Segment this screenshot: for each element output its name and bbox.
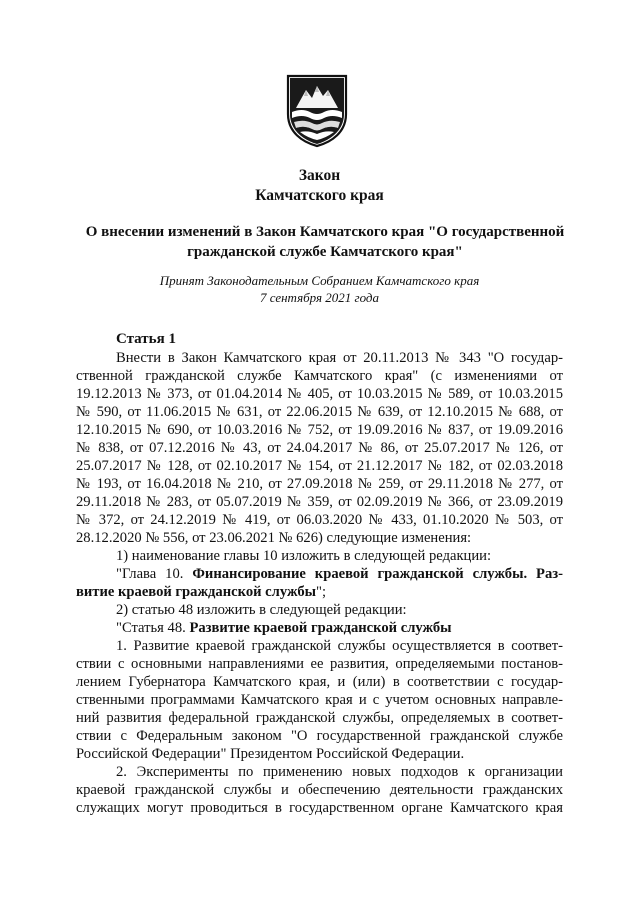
paragraph-1-line: 1. Развитие краевой гражданской службы осуществляется в соответ-: [116, 638, 563, 654]
body-text-line: № 372, от 24.12.2019 № 419, от 06.03.2020 № 433, 01.10.2020 № 503, от: [76, 512, 563, 528]
paragraph-1-line: ственными программами Камчатского края и с учетом основных направле-: [76, 692, 563, 708]
paragraph-1-line: Российской Федерации" Президентом Российской Федерации.: [76, 746, 465, 762]
chapter-title-bold: витие краевой гражданской службы: [76, 584, 317, 600]
body-text-line: ственной гражданской службе Камчатского края" (с изменениями от: [76, 368, 563, 384]
paragraph-1-line: лением Губернатора Камчатского края, и (или) в соответствии с государ-: [76, 674, 563, 690]
law-subject-heading: [70, 222, 580, 262]
coat-of-arms-emblem: [286, 74, 348, 148]
body-text-line: 19.12.2013 № 373, от 01.04.2014 № 405, от 10.03.2015 № 589, от 10.03.2015: [76, 386, 563, 402]
chapter-title-line: [116, 565, 563, 583]
chapter-suffix: ";: [316, 584, 327, 600]
paragraph-2-line: краевой гражданской службы и обеспечению деятельности гражданских: [76, 782, 563, 798]
adoption-date: 7 сентября 2021 года: [259, 290, 380, 305]
body-text-line: 12.10.2015 № 690, от 10.03.2016 № 752, от 19.09.2016 № 837, от 19.09.2016: [76, 422, 563, 438]
body-text-line: 25.07.2017 № 128, от 02.10.2017 № 154, от 21.12.2017 № 182, от 02.03.2018: [76, 458, 563, 474]
body-text-line: 29.11.2018 № 283, от 05.07.2019 № 359, от 02.09.2019 № 366, от 23.09.2019: [76, 494, 563, 510]
body-text-line: 28.12.2020 № 556, от 23.06.2021 № 626) следующие изменения:: [76, 530, 472, 546]
paragraph-2-line: служащих могут проводиться в государственном органе Камчатского края: [76, 800, 563, 816]
body-text-line: № 193, от 16.04.2018 № 210, от 27.09.2018 № 259, от 29.11.2018 № 277, от: [76, 476, 563, 492]
amendment-item-2: 2) статью 48 изложить в следующей редакции:: [116, 602, 407, 618]
article48-prefix: "Статья 48.: [116, 620, 190, 636]
paragraph-1-line: ствии с Федеральным законом "О государственной гражданской службе: [76, 728, 563, 744]
law-subject-line: О внесении изменений в Закон Камчатского края "О государственной: [85, 224, 565, 240]
body-text-line: № 838, от 07.12.2016 № 43, от 24.04.2017 № 86, от 25.07.2017 № 126, от: [76, 440, 563, 456]
body-text-line: № 590, от 11.06.2015 № 631, от 22.06.2015 № 639, от 12.10.2015 № 688, от: [76, 404, 563, 420]
article48-title-bold: Развитие краевой гражданской службы: [189, 620, 452, 636]
paragraph-1-line: ствии с основными направлениями ее развития, определяемыми постанов-: [76, 656, 563, 672]
document-region-title: Камчатского края: [255, 187, 384, 204]
document-type-title: Закон: [298, 167, 341, 184]
body-text-line: Внести в Закон Камчатского края от 20.11.2013 № 343 "О государ-: [116, 350, 563, 366]
amendment-item-1: 1) наименование главы 10 изложить в следующей редакции:: [116, 548, 492, 564]
chapter-prefix: "Глава 10.: [116, 566, 193, 582]
article48-title-line: [116, 619, 563, 637]
chapter-title-line: [76, 583, 563, 601]
adoption-note: Принят Законодательным Собранием Камчатского края: [159, 273, 480, 288]
paragraph-1-line: ний развития федеральной гражданской службы, определяемых в соответ-: [76, 710, 563, 726]
article-heading: Статья 1: [116, 331, 176, 347]
chapter-title-bold: Финансирование краевой гражданской службы. Раз-: [192, 566, 563, 582]
paragraph-2-line: 2. Эксперименты по применению новых подходов к организации: [116, 764, 563, 780]
law-subject-line: гражданской службе Камчатского края": [187, 244, 463, 260]
